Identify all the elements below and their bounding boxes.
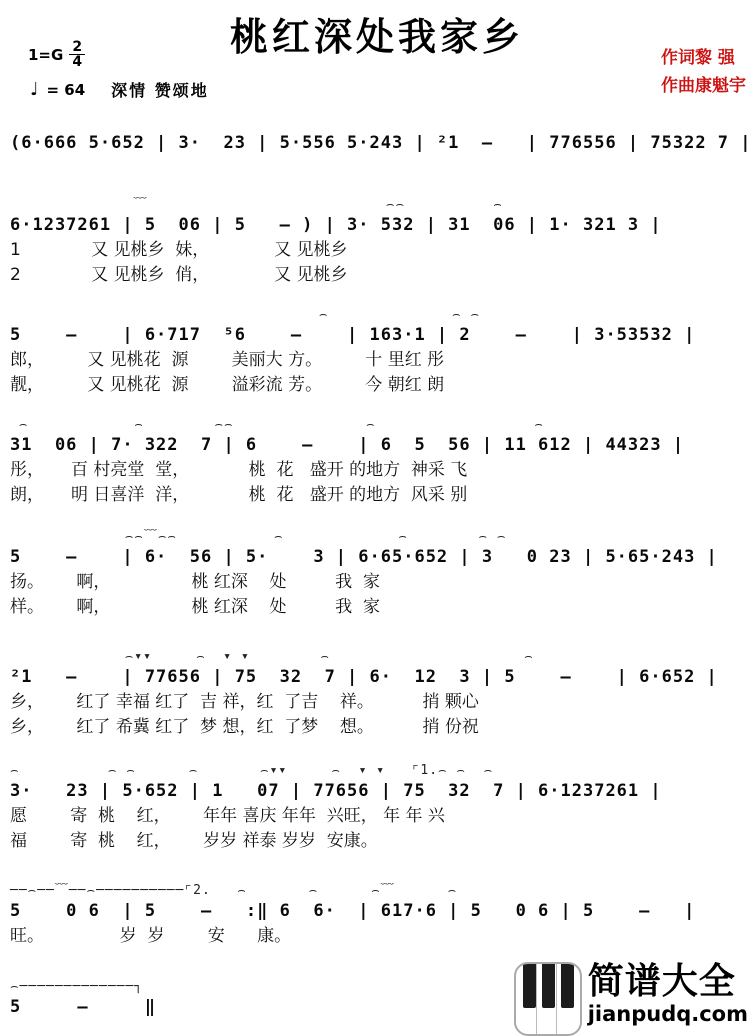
notation-line: 31 06 | 7· 322 7 | 6 – | 6 5 56 | 11 612 | 44323 | xyxy=(10,435,685,455)
music-system-1 xyxy=(10,116,750,156)
notation-line: 5 – | 6· 56 | 5· 3 | 6·65·652 | 3 0 23 | 5·65·243 | xyxy=(10,547,718,567)
music-system-2 xyxy=(10,198,750,288)
watermark-site-url: jianpudq.com xyxy=(587,1002,748,1026)
key-signature xyxy=(28,40,85,69)
notation-line: 5 – | 6·717 ⁵6 – | 163·1 | 2 – | 3·53532 | xyxy=(10,325,696,345)
lyric-line-verse1: 1 又 见桃乡 妹， 又 见桃乡 xyxy=(10,240,348,260)
tempo-row xyxy=(30,78,209,101)
expression-marking: 深情 赞颂地 xyxy=(111,81,209,100)
notation-line: 5 0 6 | 5 – :‖ 6 6· | 617·6 | 5 0 6 | 5 – | xyxy=(10,901,696,921)
lyric-line-verse2: 乡， 红了 希冀 红了 梦 想，红 了梦 想。 捎 份祝 xyxy=(10,717,479,737)
lyric-line-verse1: 扬。 啊， 桃 红深 处 我 家 xyxy=(10,572,380,592)
music-system-6 xyxy=(10,650,750,740)
credits xyxy=(661,44,746,100)
lyricist-credit: 作词黎 强 xyxy=(661,48,735,68)
music-system-8 xyxy=(10,884,750,949)
notation-line: 3· 23 | 5·652 | 1 07 | 77656 | 75 32 7 | 6·1237261 | xyxy=(10,781,662,801)
music-system-5 xyxy=(10,530,750,620)
quarter-note-icon: ♩ xyxy=(30,79,39,100)
lyric-line-verse1: 愿 寄 桃 红， 年年 喜庆 年年 兴旺， 年 年 兴 xyxy=(10,806,445,826)
ornament-line: ⌢ ⌢ ⌢ ⌢ ⌢▾▾ ⌢ ▾ ▾ ⌜1.⌢ ⌢ ⌢ xyxy=(10,763,494,778)
ornament-line: ⌢─────────────┐ xyxy=(10,979,144,994)
lyric-line-verse2: 靓， 又 见桃花 源 溢彩流 芳。 今 朝红 朗 xyxy=(10,375,445,395)
music-system-7 xyxy=(10,764,750,854)
watermark-site-name: 简谱大全 xyxy=(587,961,736,1002)
music-system-3 xyxy=(10,308,750,398)
composer-credit: 作曲康魁宇 xyxy=(661,76,746,97)
ornament-line: ⌢⌢﹋⌢⌢ ⌢ ⌢ ⌢ ⌢ xyxy=(10,529,507,544)
tempo-value: = 64 xyxy=(46,80,86,99)
notation-line: ²1 – | 77656 | 75 32 7 | 6· 12 3 | 5 – | 6·652 | xyxy=(10,667,718,687)
notation-line: 6·1237261 | 5 06 | 5 – ) | 3· 532 | 31 06 | 1· 321 3 | xyxy=(10,215,662,235)
song-title: 桃红深处我家乡 xyxy=(229,15,524,59)
lyric-line-verse2: 朗， 明 日喜洋 洋， 桃 花 盛开 的地方 风采 别 xyxy=(10,485,468,505)
time-signature-numerator: 2 xyxy=(72,39,83,55)
piano-keys-icon xyxy=(514,962,582,1036)
key-label: 1=G xyxy=(28,45,64,64)
lyric-line-verse1: 彤， 百 村亮堂 堂， 桃 花 盛开 的地方 神采 飞 xyxy=(10,460,468,480)
ornament-line: ﹋ ⌢⌢ ⌢ xyxy=(10,197,503,212)
ornament-line: ──⌢──﹋──⌢──────────⌜2. ⌢ ⌢ ⌢﹋ ⌢ xyxy=(10,883,458,898)
lyric-line-verse2: 福 寄 桃 红， 岁岁 祥泰 岁岁 安康。 xyxy=(10,831,378,851)
ornament-line: ⌢ ⌢ ⌢ xyxy=(10,307,480,322)
notation-line: (6·666 5·652 | 3· 23 | 5·556 5·243 | ²1 – | 776556 | 75322 7 | xyxy=(10,133,752,153)
ornament-line: ⌢ ⌢ ⌢⌢ ⌢ ⌢ xyxy=(10,417,544,432)
ornament-line xyxy=(10,116,750,130)
ornament-line: ⌢▾▾ ⌢ ▾ ▾ ⌢ ⌢ xyxy=(10,649,534,664)
lyric-line-verse1: 乡， 红了 幸福 红了 吉 祥，红 了吉 祥。 捎 颗心 xyxy=(10,692,479,712)
lyric-line-verse2: 样。 啊， 桃 红深 处 我 家 xyxy=(10,597,380,617)
notation-line: 5 – ‖ xyxy=(10,997,157,1017)
time-signature-denominator: 4 xyxy=(69,54,85,69)
music-system-4 xyxy=(10,418,750,508)
site-watermark xyxy=(514,962,748,1036)
lyric-line-verse1: 旺。 岁 岁 安 康。 xyxy=(10,926,292,946)
lyric-line-verse2: 2 又 见桃乡 俏， 又 见桃乡 xyxy=(10,265,348,285)
lyric-line-verse1: 郎， 又 见桃花 源 美丽大 方。 十 里红 彤 xyxy=(10,350,445,370)
time-signature xyxy=(69,40,85,69)
